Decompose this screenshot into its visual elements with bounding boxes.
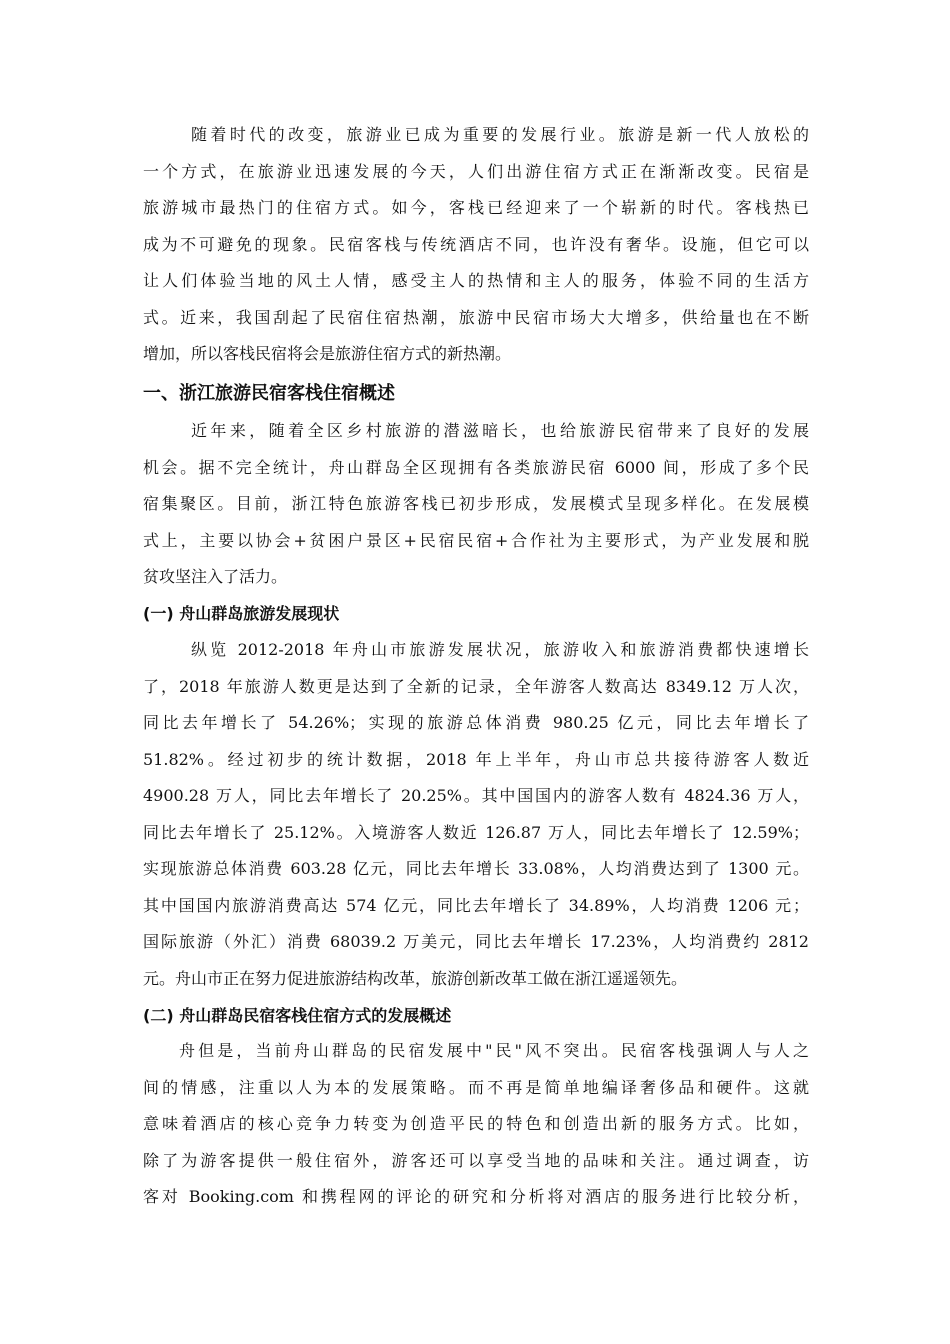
text-line: 51.82%。经过初步的统计数据，2018 年上半年，舟山市总共接待游客人数近 <box>143 749 809 769</box>
subsection-heading-2: (二) 舟山群岛民宿客栈住宿方式的发展概述 <box>143 1006 452 1025</box>
text-line: 舟但是，当前舟山群岛的民宿发展中"民"风不突出。民宿客栈强调人与人之 <box>179 1041 809 1060</box>
paragraph-overview <box>143 413 809 596</box>
text-line: 贫攻坚注入了活力。 <box>143 567 288 586</box>
text-line: 国际旅游（外汇）消费 68039.2 万美元，同比去年增长 17.23%，人均消费约 2812 <box>143 932 809 951</box>
text-line: 意味着酒店的核心竞争力转变为创造平民的特色和创造出新的服务方式。比如， <box>143 1114 809 1133</box>
text-line: 纵览 2012-2018 年舟山市旅游发展状况，旅游收入和旅游消费都快速增长 <box>191 640 809 659</box>
text-line: 旅游城市最热门的住宿方式。如今，客栈已经迎来了一个崭新的时代。客栈热已 <box>143 198 809 217</box>
text-line: 近年来，随着全区乡村旅游的潜滋暗长，也给旅游民宿带来了良好的发展 <box>191 421 809 440</box>
paragraph-tourism-status <box>143 632 809 997</box>
text-line: 一个方式，在旅游业迅速发展的今天，人们出游住宿方式正在渐渐改变。民宿是 <box>143 161 809 181</box>
text-line: 间的情感，注重以人为本的发展策略。而不再是简单地编译奢侈品和硬件。这就 <box>143 1077 809 1097</box>
text-line: 实现旅游总体消费 603.28 亿元，同比去年增长 33.08%，人均消费达到了 1300 元。 <box>143 859 809 878</box>
text-line: 了，2018 年旅游人数更是达到了全新的记录，全年游客人数高达 8349.12 万人次， <box>143 676 809 696</box>
paragraph-minsu-development <box>143 1033 809 1216</box>
text-line: 同比去年增长了 25.12%。入境游客人数近 126.87 万人，同比去年增长了 12.59%； <box>143 822 809 842</box>
text-line: 宿集聚区。目前，浙江特色旅游客栈已初步形成，发展模式呈现多样化。在发展模 <box>143 494 809 513</box>
text-line: 除了为游客提供一般住宿外，游客还可以享受当地的品味和关注。通过调查，访 <box>143 1150 809 1170</box>
text-line: 让人们体验当地的风土人情，感受主人的热情和主人的服务，体验不同的生活方 <box>143 271 809 290</box>
text-line: 客对 Booking.com 和携程网的评论的研究和分析将对酒店的服务进行比较分析， <box>143 1187 809 1206</box>
text-line: 增加，所以客栈民宿将会是旅游住宿方式的新热潮。 <box>143 344 512 363</box>
paragraph-intro <box>143 117 809 373</box>
text-line: 元。舟山市正在努力促进旅游结构改革，旅游创新改革工做在浙江遥遥领先。 <box>143 968 688 988</box>
section-heading-1: 一、浙江旅游民宿客栈住宿概述 <box>143 383 395 404</box>
text-line: 式。近来，我国刮起了民宿住宿热潮，旅游中民宿市场大大增多，供给量也在不断 <box>143 307 809 327</box>
text-line: 成为不可避免的现象。民宿客栈与传统酒店不同，也许没有奢华。设施，但它可以 <box>143 234 809 254</box>
subsection-heading-1: (一) 舟山群岛旅游发展现状 <box>143 604 340 623</box>
text-line: 4900.28 万人，同比去年增长了 20.25%。其中国国内的游客人数有 4824.36 万人， <box>143 786 809 805</box>
text-line: 随着时代的改变，旅游业已成为重要的发展行业。旅游是新一代人放松的 <box>191 125 809 144</box>
text-line: 其中国国内旅游消费高达 574 亿元，同比去年增长了 34.89%，人均消费 1206 元； <box>143 895 809 915</box>
text-line: 同比去年增长了 54.26%；实现的旅游总体消费 980.25 亿元，同比去年增长了 <box>143 713 809 732</box>
text-line: 式上，主要以协会+贫困户景区+民宿民宿+合作社为主要形式，为产业发展和脱 <box>143 530 809 550</box>
text-line: 机会。据不完全统计，舟山群岛全区现拥有各类旅游民宿 6000 间，形成了多个民 <box>143 457 809 477</box>
